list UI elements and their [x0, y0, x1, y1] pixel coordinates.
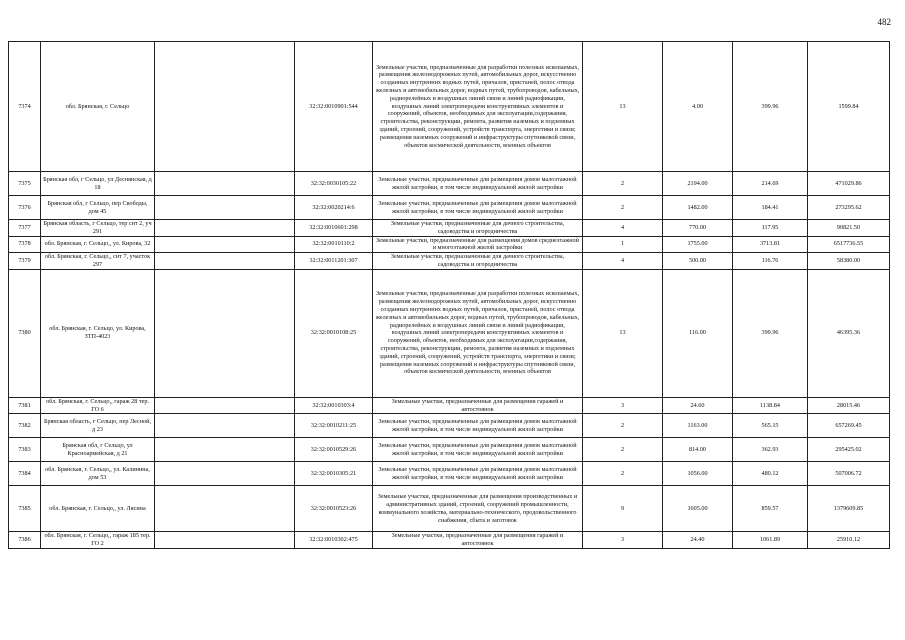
cell-area: 770.00: [663, 220, 733, 237]
table-row: [9, 414, 890, 438]
table-body: [9, 42, 890, 549]
cell-use: Земельные участки, предназначенные для размещения домов малоэтажной жилой застройки, в том числе индивидуальной жилой застройки: [373, 172, 583, 196]
cell-empty: [155, 253, 295, 270]
cell-rate: 399.96: [733, 42, 808, 172]
cell-area: 1755.00: [663, 236, 733, 253]
cell-empty: [155, 172, 295, 196]
cell-rate: 117.95: [733, 220, 808, 237]
cell-area: 2194.00: [663, 172, 733, 196]
cell-address: Брянская область, г Сельцо, пер Лесной, д 23: [41, 414, 155, 438]
cell-cadastral: 32:32:0010529:26: [295, 438, 373, 462]
cell-cadastral: 32:32:0010110:2: [295, 236, 373, 253]
cell-rate: 480.12: [733, 462, 808, 486]
cell-area: 1605.00: [663, 486, 733, 532]
cell-group: 2: [583, 438, 663, 462]
cell-use: Земельные участки, предназначенные для размещения производственных и административных зданий, строений, сооружений промышленности, коммунального хозяйства, материально-технического, продовольственного снабжения, сбыта и заготовок: [373, 486, 583, 532]
cell-group: 3: [583, 532, 663, 549]
cell-num: 7383: [9, 438, 41, 462]
cell-use: Земельные участки, предназначенные для размещения домов малоэтажной жилой застройки, в том числе индивидуальной жилой застройки: [373, 196, 583, 220]
cell-area: 116.00: [663, 269, 733, 397]
table-row: [9, 196, 890, 220]
cell-group: 2: [583, 414, 663, 438]
cell-num: 7380: [9, 269, 41, 397]
cell-group: 9: [583, 486, 663, 532]
cell-area: 4.00: [663, 42, 733, 172]
cell-cadastral: 32:32:0011201:307: [295, 253, 373, 270]
cell-value: 273295.62: [808, 196, 890, 220]
cell-num: 7382: [9, 414, 41, 438]
cell-address: обл. Брянская, г. Сельцо,, ул. Калинина, дом 53: [41, 462, 155, 486]
cell-cadastral: 32:32:0010211:25: [295, 414, 373, 438]
cell-num: 7378: [9, 236, 41, 253]
cell-area: 1482.00: [663, 196, 733, 220]
cell-group: 13: [583, 269, 663, 397]
cell-group: 4: [583, 253, 663, 270]
table-row: [9, 486, 890, 532]
cell-empty: [155, 414, 295, 438]
cell-use: Земельные участки, предназначенные для размещения домов малоэтажной жилой застройки, в том числе индивидуальной жилой застройки: [373, 414, 583, 438]
cell-use: Земельные участки, предназначенные для размещения домов среднеэтажной и многоэтажной жилой застройки: [373, 236, 583, 253]
cell-use: Земельные участки, предназначенные для размещения домов малоэтажной жилой застройки, в том числе индивидуальной жилой застройки: [373, 462, 583, 486]
table-row: [9, 438, 890, 462]
cell-value: 58380.00: [808, 253, 890, 270]
cell-empty: [155, 196, 295, 220]
table-row: [9, 462, 890, 486]
cell-group: 2: [583, 462, 663, 486]
cell-use: Земельные участки, предназначенные для разработки полезных ископаемых, размещения железнодорожных путей, автомобильных дорог, искусственно созданных внутренних водных путей, причалов, пристаней, полос отвода железных и автомобильных дорог, водных путей, трубопроводов, кабельных, радиорелейных и воздушных линий связи и линий радиофикации, воздушных линий электропередачи конструктивных элементов и сооружений, объектов, необходимых для эксплуатации,содержания, строительства, реконструкции, ремонта, развития наземных и подземных зданий, строений, сооружений, устройств транспорта, энергетики и связи; размещения наземных сооружений и инфраструктуры спутниковой связи, объектов космической деятельности, военных объектов: [373, 269, 583, 397]
cell-address: обл. Брянская, г. Сельцо: [41, 42, 155, 172]
cell-use: Земельные участки, предназначенные для дачного строительства, садоводства и огородничества: [373, 220, 583, 237]
cell-num: 7386: [9, 532, 41, 549]
table-row: [9, 172, 890, 196]
cell-num: 7384: [9, 462, 41, 486]
cell-num: 7374: [9, 42, 41, 172]
cell-rate: 3713.81: [733, 236, 808, 253]
cell-rate: 362.93: [733, 438, 808, 462]
table-row: [9, 236, 890, 253]
cell-area: 24.60: [663, 397, 733, 414]
cell-cadastral: 32:32:0010305:21: [295, 462, 373, 486]
cell-rate: 399.96: [733, 269, 808, 397]
cell-address: обл. Брянская, г. Сельцо,, снт 7, участок 297: [41, 253, 155, 270]
cell-empty: [155, 220, 295, 237]
cell-rate: 116.76: [733, 253, 808, 270]
cell-value: 6517736.55: [808, 236, 890, 253]
cell-area: 814.00: [663, 438, 733, 462]
cell-address: обл. Брянская, г. Сельцо,, ул. Лясина: [41, 486, 155, 532]
cell-empty: [155, 269, 295, 397]
cell-value: 507006.72: [808, 462, 890, 486]
cell-address: обл. Брянская, г. Сельцо,, ул. Кирова, 32: [41, 236, 155, 253]
cell-address: обл. Брянская, г. Сельцо,, гараж 185 тер. ГО 2: [41, 532, 155, 549]
cell-value: 46395.36: [808, 269, 890, 397]
cell-group: 4: [583, 220, 663, 237]
cell-num: 7377: [9, 220, 41, 237]
cell-cadastral: 32:32:0010523:26: [295, 486, 373, 532]
cell-num: 7375: [9, 172, 41, 196]
cell-empty: [155, 532, 295, 549]
table-row: [9, 253, 890, 270]
cell-address: Брянская область, г Сельцо, тер снт 2, уч 291: [41, 220, 155, 237]
cell-address: Брянская обл, г Сельцо, пер Свободы, дом 45: [41, 196, 155, 220]
cell-area: 500.00: [663, 253, 733, 270]
cell-area: 1056.00: [663, 462, 733, 486]
cell-cadastral: 32:32:0010303:4: [295, 397, 373, 414]
cell-num: 7381: [9, 397, 41, 414]
cell-num: 7379: [9, 253, 41, 270]
cell-use: Земельные участки, предназначенные для размещения гаражей и автостоянок: [373, 532, 583, 549]
cell-empty: [155, 397, 295, 414]
cell-cadastral: 32:32:0010601:298: [295, 220, 373, 237]
table-row: [9, 532, 890, 549]
table-row: [9, 397, 890, 414]
cell-group: 3: [583, 397, 663, 414]
cell-group: 2: [583, 196, 663, 220]
cell-empty: [155, 438, 295, 462]
cell-value: 295425.02: [808, 438, 890, 462]
cell-address: Брянская обл, г Сельцо, ул Красноармейская, д 21: [41, 438, 155, 462]
cell-value: 471029.86: [808, 172, 890, 196]
cell-value: 1599.84: [808, 42, 890, 172]
cell-use: Земельные участки, предназначенные для размещения домов малоэтажной жилой застройки, в том числе индивидуальной жилой застройки: [373, 438, 583, 462]
cell-empty: [155, 462, 295, 486]
cell-num: 7376: [9, 196, 41, 220]
cell-empty: [155, 236, 295, 253]
cell-rate: 859.57: [733, 486, 808, 532]
cell-address: Брянская обл, г Сельцо, ул Деснянская, д 18: [41, 172, 155, 196]
cell-area: 1163.00: [663, 414, 733, 438]
table-row: [9, 220, 890, 237]
cell-empty: [155, 42, 295, 172]
cell-cadastral: 32:32:0020214:6: [295, 196, 373, 220]
cell-cadastral: 32:32:0010302:475: [295, 532, 373, 549]
cell-cadastral: 32:32:0030105:22: [295, 172, 373, 196]
cell-rate: 1138.84: [733, 397, 808, 414]
cell-value: 1379609.85: [808, 486, 890, 532]
cell-rate: 1061.89: [733, 532, 808, 549]
cell-group: 1: [583, 236, 663, 253]
cell-num: 7385: [9, 486, 41, 532]
cell-address: обл. Брянская, г. Сельцо,, гараж 28 тер. ГО 6: [41, 397, 155, 414]
cell-rate: 214.69: [733, 172, 808, 196]
cell-group: 2: [583, 172, 663, 196]
table-row: [9, 269, 890, 397]
land-registry-table: [8, 41, 890, 549]
cell-value: 657269.45: [808, 414, 890, 438]
cell-rate: 184.41: [733, 196, 808, 220]
page-number: 482: [877, 17, 891, 27]
cell-address: обл. Брянская, г. Сельцо, ул. Кирова, ЗТП-4023: [41, 269, 155, 397]
cell-rate: 565.15: [733, 414, 808, 438]
cell-value: 90821.50: [808, 220, 890, 237]
cell-area: 24.40: [663, 532, 733, 549]
cell-use: Земельные участки, предназначенные для разработки полезных ископаемых, размещения железнодорожных путей, автомобильных дорог, искусственно созданных внутренних водных путей, причалов, пристаней, полос отвода железных и автомобильных дорог, водных путей, трубопроводов, кабельных, радиорелейных и воздушных линий связи и линий радиофикации, воздушных линий электропередачи конструктивных элементов и сооружений, объектов, необходимых для эксплуатации,содержания, строительства, реконструкции, ремонта, развития наземных и подземных зданий, строений, сооружений, устройств транспорта, энергетики и связи; размещения наземных сооружений и инфраструктуры спутниковой связи, объектов космической деятельности, военных объектов: [373, 42, 583, 172]
cell-value: 25910.12: [808, 532, 890, 549]
cell-value: 28015.46: [808, 397, 890, 414]
cell-group: 13: [583, 42, 663, 172]
table-row: [9, 42, 890, 172]
cell-use: Земельные участки, предназначенные для размещения гаражей и автостоянок: [373, 397, 583, 414]
cell-cadastral: 32:32:0010901:544: [295, 42, 373, 172]
cell-cadastral: 32:32:0010108:25: [295, 269, 373, 397]
cell-empty: [155, 486, 295, 532]
cell-use: Земельные участки, предназначенные для дачного строительства, садоводства и огородничества: [373, 253, 583, 270]
